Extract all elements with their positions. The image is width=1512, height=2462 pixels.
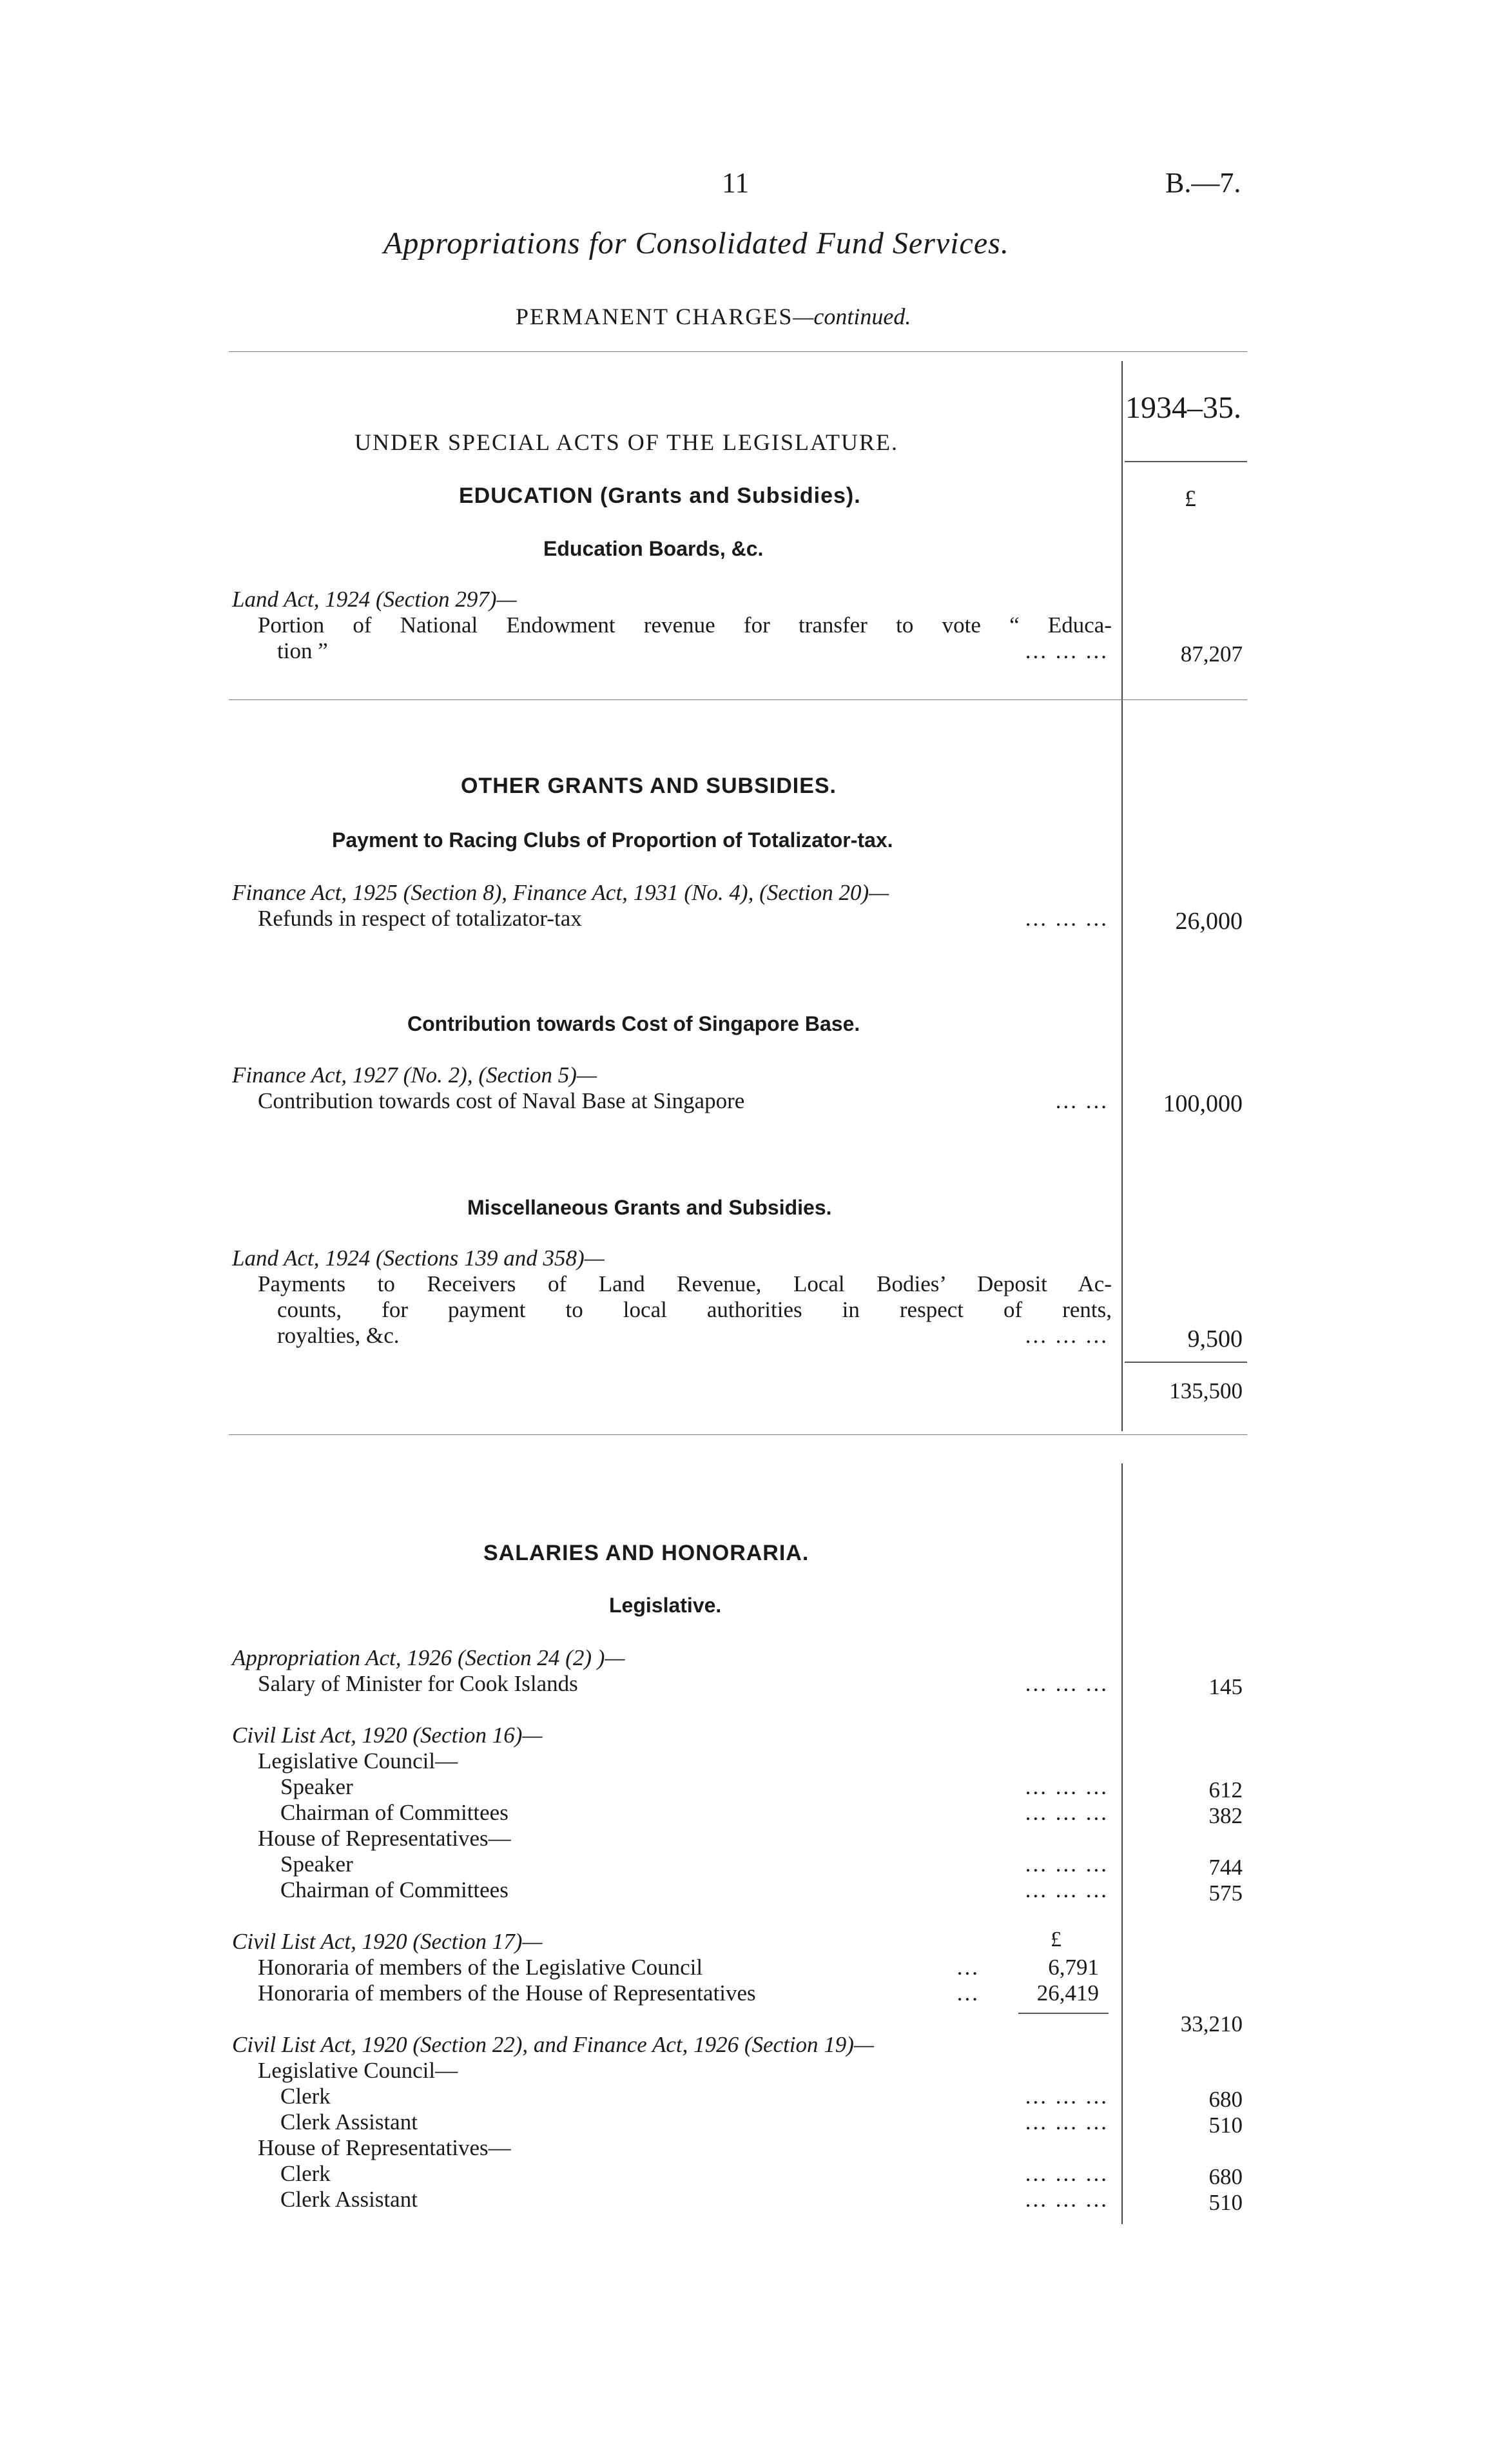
- amount-house-speaker: 744: [1208, 1855, 1243, 1880]
- act-citation: Appropriation Act, 1926 (Section 24 (2) )—: [232, 1645, 625, 1670]
- amount-cook-islands: 145: [1208, 1674, 1243, 1699]
- item-description: Chairman of Committees: [280, 1800, 509, 1825]
- leader-dots: ... ... ...: [1025, 1671, 1109, 1696]
- amount-council-clerk: 680: [1208, 2087, 1243, 2112]
- act-citation: Finance Act, 1925 (Section 8), Finance Act, 1931 (No. 4), (Section 20)—: [232, 880, 889, 905]
- year-header-rule: [1125, 461, 1247, 462]
- item-description: Contribution towards cost of Naval Base at Singapore: [258, 1088, 745, 1113]
- item-description: Honoraria of members of the House of Representatives: [258, 1980, 756, 2006]
- act-citation: Land Act, 1924 (Sections 139 and 358)—: [232, 1246, 605, 1271]
- amount-education: 87,207: [1180, 641, 1243, 667]
- item-description: counts, for payment to local authorities in respect of rents,: [277, 1297, 1112, 1322]
- page-subtitle: [516, 303, 911, 330]
- item-description: Speaker: [280, 1851, 353, 1877]
- item-description: Clerk: [280, 2161, 331, 2186]
- leader-dots: ... ... ...: [1025, 638, 1109, 663]
- amount-council-clerk-assistant: 510: [1208, 2113, 1243, 2138]
- inner-currency-symbol: £: [1051, 1928, 1061, 1951]
- item-description: royalties, &c.: [277, 1323, 400, 1348]
- item-description: tion ”: [277, 638, 328, 663]
- special-acts-heading: UNDER SPECIAL ACTS OF THE LEGISLATURE.: [354, 429, 899, 455]
- item-description: Speaker: [280, 1774, 353, 1799]
- amount-singapore: 100,000: [1163, 1090, 1243, 1117]
- leader-dots: ...: [956, 1955, 980, 1980]
- section-rule: [229, 699, 1247, 700]
- misc-heading: Miscellaneous Grants and Subsidies.: [467, 1196, 832, 1219]
- other-grants-heading: OTHER GRANTS AND SUBSIDIES.: [461, 774, 837, 798]
- amount-misc: 9,500: [1187, 1325, 1243, 1353]
- leader-dots: ... ... ...: [1025, 2109, 1109, 2135]
- leader-dots: ... ... ...: [1025, 1851, 1109, 1877]
- amount-house-chairman: 575: [1208, 1881, 1243, 1906]
- page-number: 11: [722, 167, 750, 199]
- total-honoraria: 33,210: [1180, 2011, 1243, 2037]
- item-description: Portion of National Endowment revenue for transfer to vote “ Educa-: [258, 612, 1112, 638]
- subtitle-suffix: —continued.: [793, 304, 911, 329]
- leader-dots: ... ... ...: [1025, 1800, 1109, 1825]
- leader-dots: ... ... ...: [1025, 2084, 1109, 2109]
- leader-dots: ... ... ...: [1025, 2161, 1109, 2186]
- item-description: Honoraria of members of the Legislative Council: [258, 1955, 703, 1980]
- item-description: Refunds in respect of totalizator-tax: [258, 906, 582, 931]
- act-citation: Civil List Act, 1920 (Section 16)—: [232, 1723, 543, 1748]
- legislative-heading: Legislative.: [609, 1594, 722, 1617]
- total-special-acts: 135,500: [1169, 1378, 1243, 1403]
- act-citation: Civil List Act, 1920 (Section 22), and Finance Act, 1926 (Section 19)—: [232, 2032, 875, 2057]
- leader-dots: ... ... ...: [1025, 906, 1109, 931]
- subtitle-main: PERMANENT CHARGES: [516, 304, 793, 329]
- item-description: Clerk Assistant: [280, 2187, 418, 2212]
- item-description: Clerk Assistant: [280, 2109, 418, 2135]
- leader-dots: ... ... ...: [1025, 1774, 1109, 1799]
- group-label: Legislative Council—: [258, 1748, 458, 1773]
- salaries-heading: SALARIES AND HONORARIA.: [483, 1541, 809, 1565]
- leader-dots: ... ... ...: [1025, 1323, 1109, 1348]
- leader-dots: ... ... ...: [1025, 1877, 1109, 1902]
- act-citation: Land Act, 1924 (Section 297)—: [232, 587, 517, 612]
- amount-house-honoraria: 26,419: [1036, 1980, 1099, 2006]
- section-rule: [229, 1434, 1247, 1435]
- item-description: Salary of Minister for Cook Islands: [258, 1671, 578, 1696]
- leader-dots: ... ...: [1055, 1088, 1109, 1113]
- leader-dots: ...: [956, 1980, 980, 2006]
- item-description: Clerk: [280, 2084, 331, 2109]
- amount-totalizator: 26,000: [1175, 908, 1243, 935]
- column-rule: [1121, 709, 1123, 1431]
- item-description: Chairman of Committees: [280, 1877, 509, 1902]
- group-label: Legislative Council—: [258, 2058, 458, 2083]
- amount-house-clerk: 680: [1208, 2164, 1243, 2189]
- racing-heading: Payment to Racing Clubs of Proportion of Totalizator-tax.: [332, 828, 893, 852]
- group-label: House of Representatives—: [258, 2135, 511, 2160]
- amount-house-clerk-assistant: 510: [1208, 2190, 1243, 2215]
- education-heading: EDUCATION (Grants and Subsidies).: [459, 484, 861, 508]
- education-boards-heading: Education Boards, &c.: [543, 537, 764, 560]
- currency-symbol: £: [1185, 485, 1196, 511]
- act-citation: Civil List Act, 1920 (Section 17)—: [232, 1929, 543, 1954]
- group-label: House of Representatives—: [258, 1826, 511, 1851]
- act-citation: Finance Act, 1927 (No. 2), (Section 5)—: [232, 1062, 597, 1088]
- amount-council-honoraria: 6,791: [1048, 1955, 1099, 1980]
- amount-council-chairman: 382: [1208, 1803, 1243, 1828]
- leader-dots: ... ... ...: [1025, 2187, 1109, 2212]
- subtotal-rule: [1125, 1362, 1247, 1363]
- year-column-header: 1934–35.: [1125, 391, 1241, 425]
- amount-council-speaker: 612: [1208, 1777, 1243, 1803]
- header-rule: [229, 351, 1247, 352]
- page-title: Appropriations for Consolidated Fund Services.: [383, 226, 1009, 260]
- document-reference: B.—7.: [1165, 167, 1241, 199]
- singapore-heading: Contribution towards Cost of Singapore Base.: [407, 1012, 860, 1035]
- item-description: Payments to Receivers of Land Revenue, Local Bodies’ Deposit Ac-: [258, 1271, 1112, 1296]
